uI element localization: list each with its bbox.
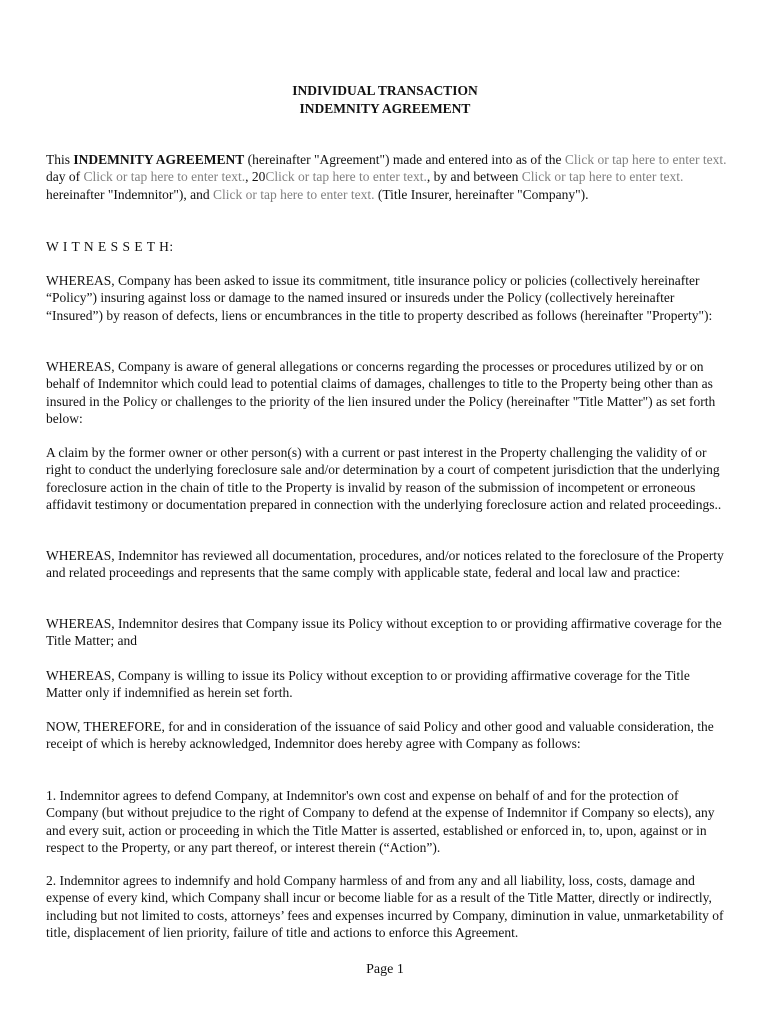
- agreement-name: INDEMNITY AGREEMENT: [73, 152, 245, 167]
- intro-paragraph: [46, 151, 728, 203]
- intro-text: hereinafter "Indemnitor"), and: [46, 186, 213, 202]
- date-day-field[interactable]: Click or tap here to enter text.: [564, 152, 727, 167]
- date-year-field[interactable]: Click or tap here to enter text.: [265, 169, 427, 185]
- clause-2-paragraph: 2. Indemnitor agrees to indemnify and hold Company harmless of and from any and all liability, loss, costs, damage and expense of every kind, which Company shall incur or become liable for as a result of the Title Matter, directly or indirectly, including but not limited to costs, attorneys’ fees and expenses incurred by Company, diminution in value, unmarketability of title, displacement of lien priority, failure of title and actions to enforce this Agreement.: [46, 873, 724, 940]
- document-title-line1: INDIVIDUAL TRANSACTION: [292, 83, 478, 98]
- indemnitor-name-field[interactable]: Click or tap here to enter text.: [521, 169, 684, 185]
- witnesseth-heading: W I T N E S S E T H:: [46, 239, 174, 254]
- intro-text: day of: [46, 169, 84, 185]
- whereas-allegations-paragraph: WHEREAS, Company is aware of general allegations or concerns regarding the processes or procedures utilized by or on behalf of Indemnitor which could lead to potential claims of damages, challenges to title to the Property being other than as insured in the Policy or challenges to the priority of the lien insured under the Policy (hereinafter "Title Matter") as set forth below:: [46, 359, 716, 426]
- intro-text: , by and between: [426, 169, 522, 185]
- intro-text: (Title Insurer, hereinafter "Company").: [374, 186, 589, 202]
- date-month-field[interactable]: Click or tap here to enter text.: [83, 169, 246, 185]
- intro-text: (hereinafter "Agreement") made and entered into as of the: [244, 152, 565, 167]
- whereas-willing-paragraph: WHEREAS, Company is willing to issue its Policy without exception to or providing affirmative coverage for the Title Matter only if indemnified as herein set forth.: [46, 668, 690, 701]
- whereas-policy-paragraph: WHEREAS, Company has been asked to issue its commitment, title insurance policy or policies (collectively hereinafter “Policy”) insuring against loss or damage to the named insured or insureds under the Policy (collectively hereinafter “Insured”) by reason of defects, liens or encumbrances in the title to property described as follows (hereinafter "Property"):: [46, 273, 713, 323]
- clause-1-paragraph: 1. Indemnitor agrees to defend Company, at Indemnitor's own cost and expense on behalf of and for the protection of Company (but without prejudice to the right of Company to defend at the expense of Indemnitor if Company so elects), any and every suit, action or proceeding in which the Title Matter is asserted, established or enforced in, to, upon, against or in respect to the Property, or any part thereof, or interest therein (“Action”).: [46, 788, 715, 855]
- intro-text: , 20: [245, 169, 266, 185]
- page-number: Page 1: [366, 962, 404, 977]
- document-title-line2: INDEMNITY AGREEMENT: [299, 101, 471, 116]
- title-insurer-field[interactable]: Click or tap here to enter text.: [212, 186, 375, 202]
- now-therefore-paragraph: NOW, THEREFORE, for and in consideration of the issuance of said Policy and other good and valuable consideration, the receipt of which is hereby acknowledged, Indemnitor does hereby agree with Company as follows:: [46, 719, 714, 752]
- whereas-reviewed-paragraph: WHEREAS, Indemnitor has reviewed all documentation, procedures, and/or notices related to the foreclosure of the Property and related proceedings and represents that the same comply with applicable state, federal and local law and practice:: [46, 548, 724, 581]
- whereas-desires-paragraph: WHEREAS, Indemnitor desires that Company issue its Policy without exception to or providing affirmative coverage for the Title Matter; and: [46, 616, 722, 649]
- intro-text: This: [46, 152, 74, 167]
- claim-description-paragraph: A claim by the former owner or other person(s) with a current or past interest in the Property challenging the validity of or right to conduct the underlying foreclosure sale and/or determination by a court of competent jurisdiction that the underlying foreclosure action in the chain of title to the Property is invalid by reason of the submission of incompetent or erroneous affidavit testimony or documentation prepared in connection with the underlying foreclosure action and related proceedings..: [46, 445, 722, 512]
